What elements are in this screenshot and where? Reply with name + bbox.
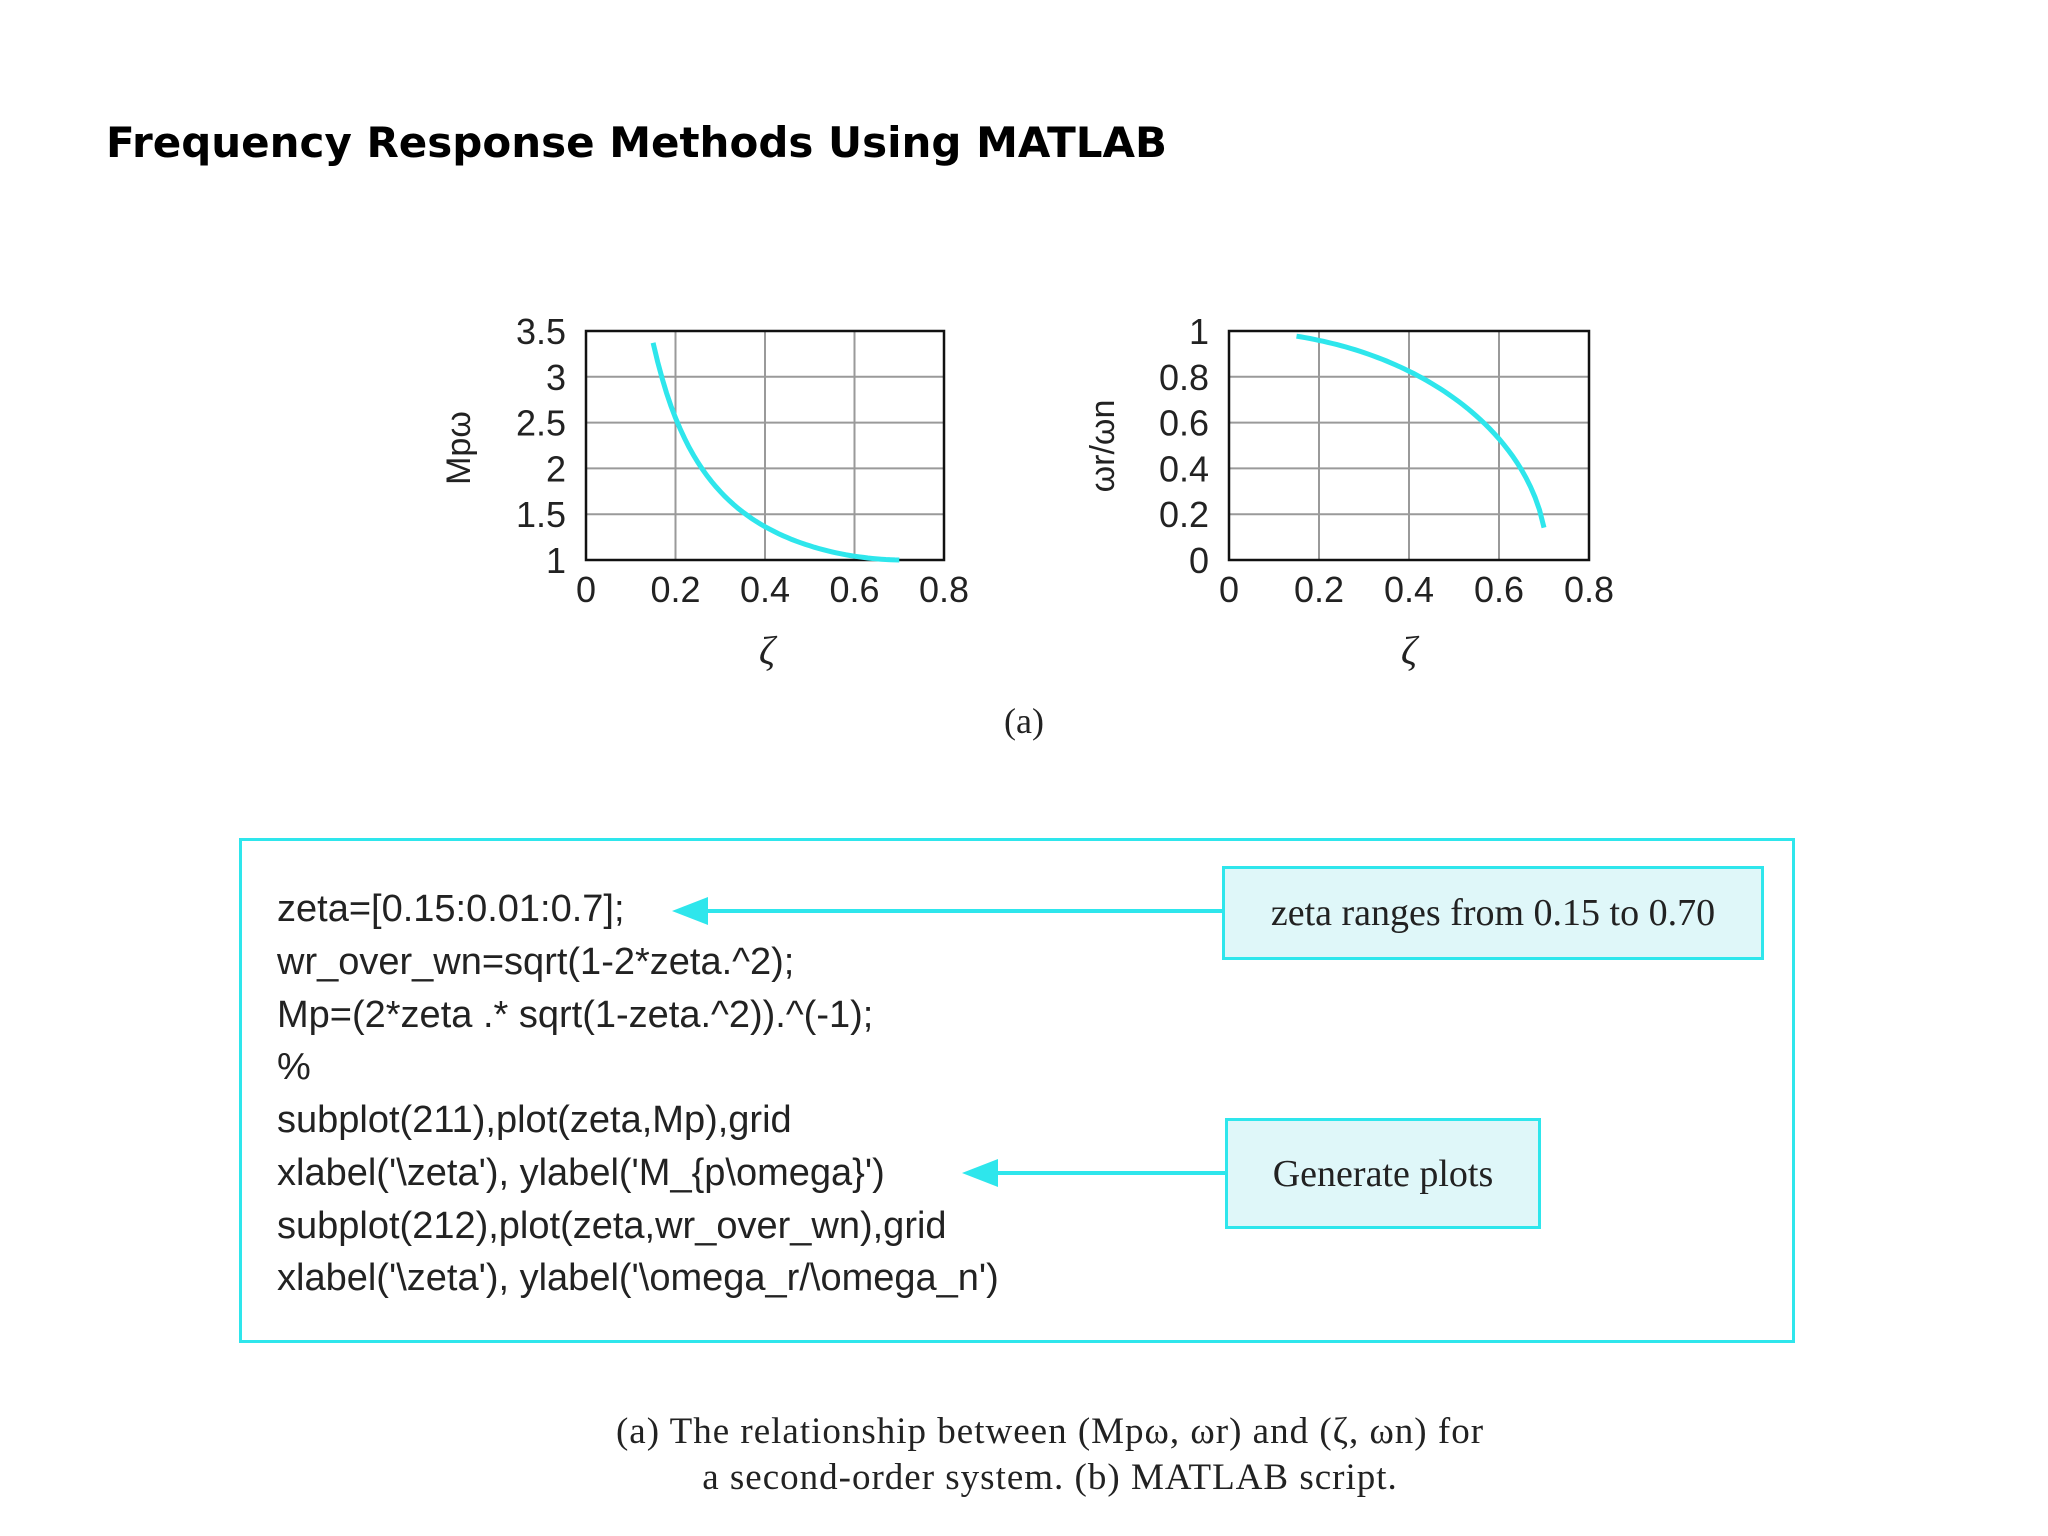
y-tick-label: 2.5 <box>515 402 566 444</box>
code-line: subplot(212),plot(zeta,wr_over_wn),grid <box>277 1205 947 1247</box>
y-tick-label: 1 <box>545 540 566 581</box>
y-tick-label: 2 <box>545 448 566 490</box>
y-tick-label: 3 <box>545 356 566 398</box>
figure-caption-line-1: (a) The relationship between (Mpω, ωr) and (ζ, ωn) for <box>615 1411 1485 1452</box>
x-tick-label: 0.2 <box>650 569 701 610</box>
x-tick-label: 0.8 <box>1563 569 1615 610</box>
zeta-arrow-head <box>672 897 708 925</box>
mp-x-axis-label: ζ <box>758 628 776 673</box>
x-tick-label: 0.2 <box>1293 569 1345 610</box>
x-tick-label: 0 <box>575 569 597 610</box>
x-tick-label: 0.8 <box>918 569 970 610</box>
code-line: zeta=[0.15:0.01:0.7]; <box>277 888 625 930</box>
x-tick-label: 0.6 <box>1473 569 1525 610</box>
x-tick-label: 0 <box>1218 569 1240 610</box>
y-tick-label: 0.8 <box>1158 356 1209 398</box>
code-line: wr_over_wn=sqrt(1-2*zeta.^2); <box>277 941 795 983</box>
code-line: xlabel('\zeta'), ylabel('\omega_r/\omega_n') <box>277 1257 999 1299</box>
y-tick-label: 0.4 <box>1158 448 1209 490</box>
wr-y-axis-label: ωr/ωn <box>1084 399 1122 493</box>
y-tick-label: 0.6 <box>1158 402 1209 444</box>
plots-arrow-head <box>962 1159 998 1187</box>
y-tick-label: 0.2 <box>1158 494 1209 536</box>
mp-y-axis-label: Mpω <box>440 411 478 485</box>
y-tick-label: 3.5 <box>515 311 566 352</box>
x-tick-label: 0.4 <box>739 569 791 610</box>
wr-x-axis-label: ζ <box>1400 628 1418 673</box>
x-tick-label: 0.6 <box>829 569 880 610</box>
x-tick-label: 0.4 <box>1383 569 1435 610</box>
figure-caption-line-2: a second-order system. (b) MATLAB script. <box>702 1457 1398 1498</box>
y-tick-label: 1.5 <box>515 494 566 536</box>
generate-plots-callout: Generate plots <box>1225 1118 1541 1229</box>
code-line: xlabel('\zeta'), ylabel('M_{p\omega}') <box>277 1152 885 1194</box>
panel-label-a: (a) <box>1004 701 1044 741</box>
slide-title: Frequency Response Methods Using MATLAB <box>106 118 1168 167</box>
y-tick-label: 1 <box>1188 311 1209 352</box>
y-tick-label: 0 <box>1188 540 1209 581</box>
code-line: % <box>277 1046 311 1088</box>
code-line: subplot(211),plot(zeta,Mp),grid <box>277 1099 792 1141</box>
zeta-range-callout: zeta ranges from 0.15 to 0.70 <box>1222 866 1764 960</box>
code-line: Mp=(2*zeta .* sqrt(1-zeta.^2)).^(-1); <box>277 994 874 1036</box>
